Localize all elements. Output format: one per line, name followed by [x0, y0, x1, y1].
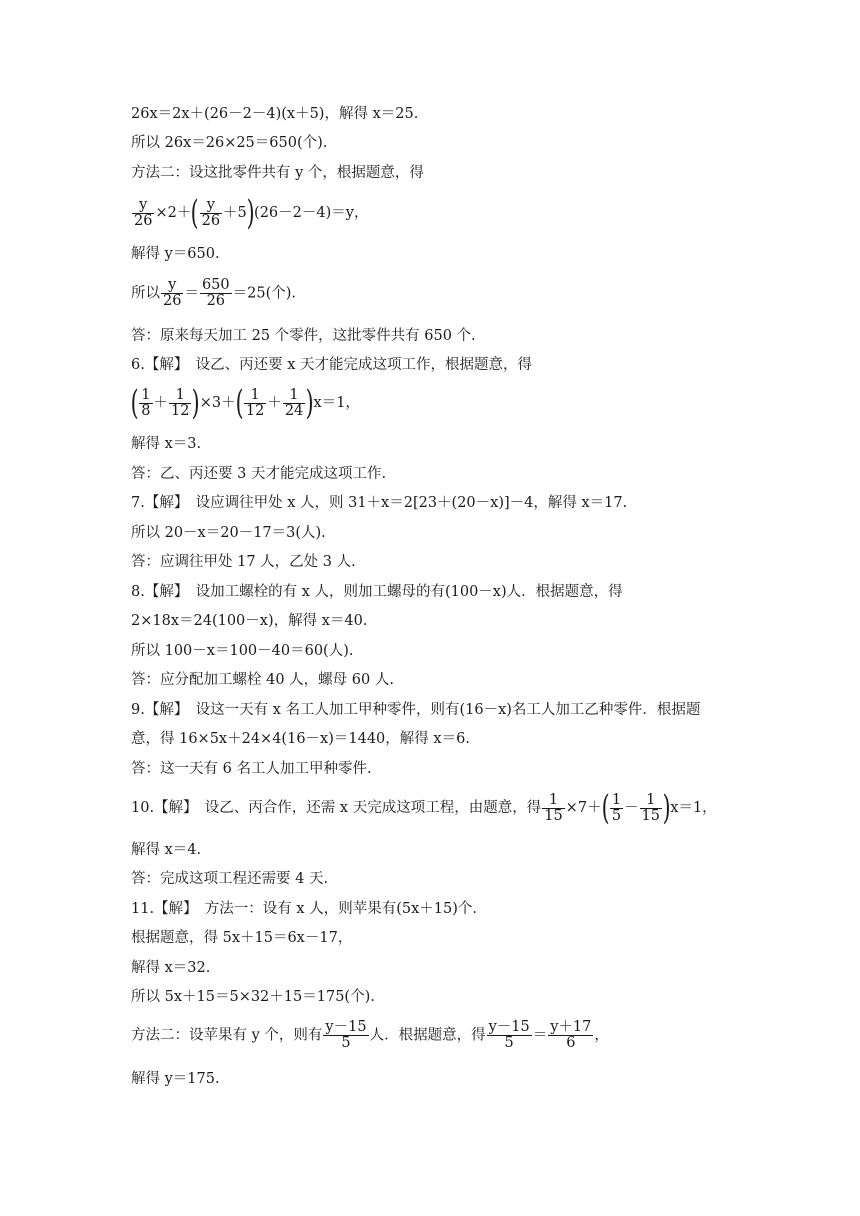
line-23: 解得 x＝4. — [131, 842, 202, 858]
line-17: 所以 100－x＝100－40＝60(人). — [131, 643, 354, 659]
fraction: $\frac{1}{15}$ — [641, 791, 660, 824]
line-12: 7.【解】 设应调往甲处 x 人，则 31＋x＝2[23＋(20－x)]－4，解得 x＝17. — [131, 495, 628, 511]
line-10: 解得 x＝3. — [131, 436, 202, 452]
line-20: 意，得 16×5x＋24×4(16－x)＝1440，解得 x＝6. — [131, 731, 470, 747]
line-15: 8.【解】 设加工螺栓的有 x 人，则加工螺母的有(100－x)人．根据题意，得 — [131, 584, 623, 600]
fraction: $\frac{1}{8}$ — [141, 386, 151, 419]
line-22-equation: 10.【解】 设乙、丙合作，还需 x 天完成这项工程，由题意，得 $\frac{1}{15}$ ×7＋( $\frac{1}{5}$ － $\frac{1}{15}$ )x＝1， — [131, 788, 717, 828]
fraction: $\frac{y-15}{5}$ — [488, 1019, 530, 1051]
line-9-equation: ( $\frac{1}{8}$ ＋ $\frac{1}{12}$ )×3＋( $\frac{1}{12}$ ＋ $\frac{1}{24}$ )x＝1， — [130, 383, 360, 423]
line-14: 答：应调往甲处 17 人，乙处 3 人. — [131, 554, 356, 570]
fraction: $\frac{1}{5}$ — [611, 791, 622, 824]
fraction: $\frac{y}{26}$ — [163, 277, 182, 309]
line-6-equation: 所以 $\frac{y}{26}$ ＝ $\frac{650}{26}$ ＝25(个). — [131, 277, 297, 309]
line-27: 解得 x＝32. — [131, 960, 211, 976]
fraction: $\frac{1}{12}$ — [171, 386, 190, 419]
line-28: 所以 5x＋15＝5×32＋15＝175(个). — [131, 989, 375, 1005]
line-5: 解得 y＝650. — [131, 246, 220, 262]
line-13: 所以 20－x＝20－17＝3(人). — [131, 525, 326, 541]
line-11: 答：乙、丙还要 3 天才能完成这项工作. — [131, 466, 387, 482]
fraction: $\frac{1}{24}$ — [284, 386, 304, 419]
line-8: 6.【解】 设乙、丙还要 x 天才能完成这项工作，根据题意，得 — [131, 357, 532, 373]
line-7: 答：原来每天加工 25 个零件，这批零件共有 650 个. — [131, 328, 476, 344]
fraction: $\frac{y-15}{5}$ — [325, 1019, 367, 1051]
line-30: 解得 y＝175. — [131, 1071, 220, 1087]
line-3: 方法二：设这批零件共有 y 个，根据题意，得 — [131, 165, 424, 181]
line-4-equation: $\frac{y}{26}$ ×2＋( $\frac{y}{26}$ ＋5)(26－2－4)＝y， — [134, 193, 369, 233]
line-24: 答：完成这项工程还需要 4 天. — [131, 871, 329, 887]
line-2: 所以 26x＝26×25＝650(个). — [131, 135, 328, 151]
line-29-equation: 方法二：设苹果有 y 个，则有 $\frac{y-15}{5}$ 人．根据题意，得 $\frac{y-15}{5}$ ＝ $\frac{y+17}{6}$ ， — [131, 1019, 609, 1051]
line-19: 9.【解】 设这一天有 x 名工人加工甲种零件，则有(16－x)名工人加工乙种零件．根据题 — [131, 702, 701, 718]
fraction: $\frac{650}{26}$ — [201, 277, 230, 309]
line-21: 答：这一天有 6 名工人加工甲种零件. — [131, 761, 372, 777]
fraction: $\frac{y}{26}$ — [201, 196, 221, 229]
line-18: 答：应分配加工螺栓 40 人，螺母 60 人. — [131, 672, 394, 688]
line-25: 11.【解】 方法一：设有 x 人，则苹果有(5x＋15)个. — [131, 901, 477, 917]
fraction: $\frac{1}{12}$ — [245, 386, 265, 419]
fraction: $\frac{y+17}{6}$ — [550, 1019, 592, 1051]
line-1: 26x＝2x＋(26－2－4)(x＋5)，解得 x＝25. — [131, 106, 419, 122]
line-16: 2×18x＝24(100－x)，解得 x＝40. — [131, 613, 368, 629]
line-26: 根据题意，得 5x＋15＝6x－17， — [131, 930, 353, 946]
fraction: $\frac{y}{26}$ — [134, 196, 153, 229]
fraction: $\frac{1}{15}$ — [544, 791, 563, 824]
